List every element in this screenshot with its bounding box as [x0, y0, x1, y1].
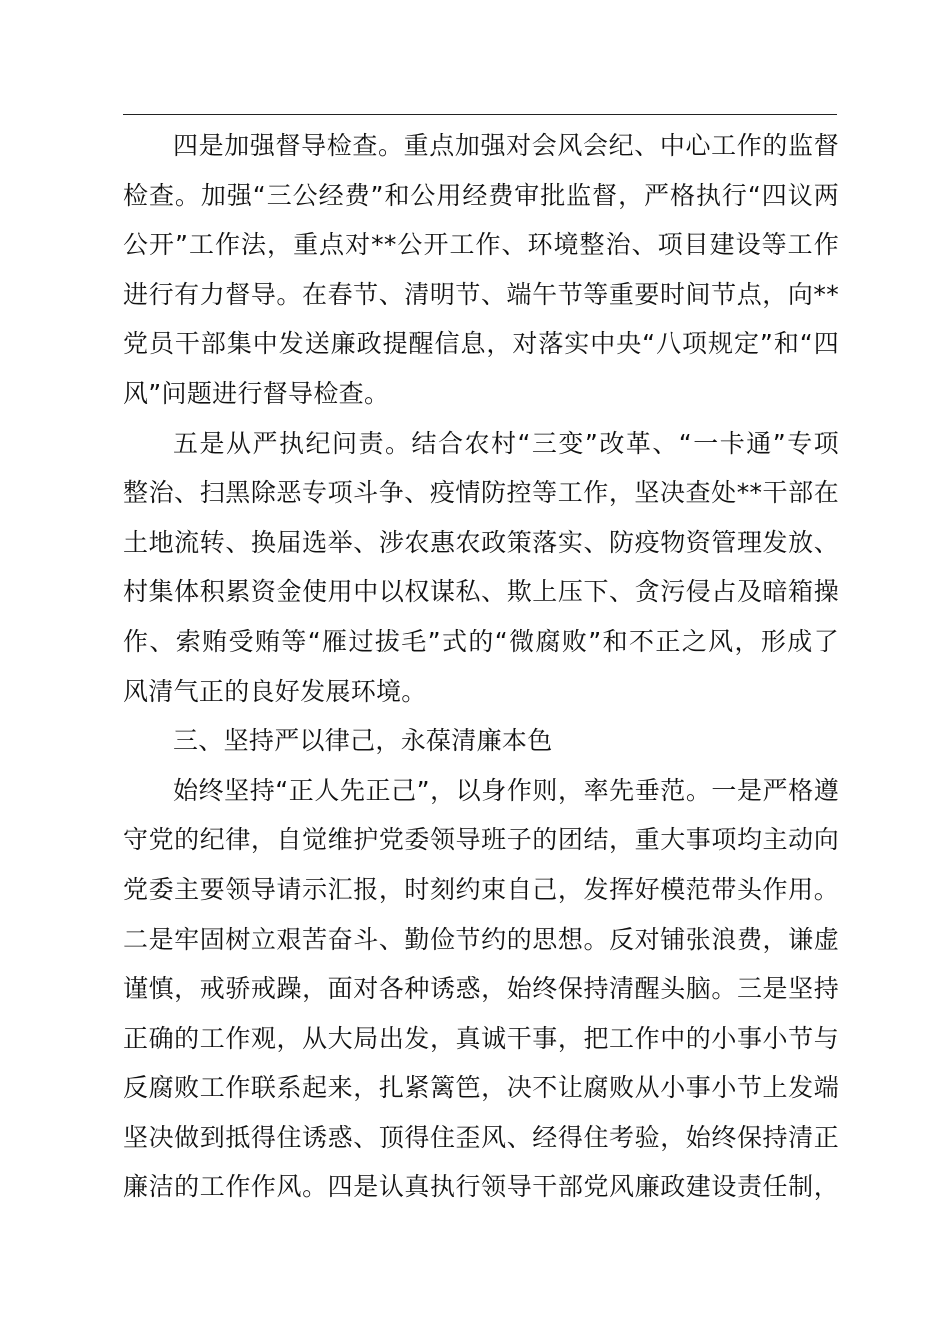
paragraph-line: 党委主要领导请示汇报，时刻约束自己，发挥好模范带头作用。: [123, 874, 839, 904]
paragraph-line: 风清气正的良好发展环境。: [123, 676, 427, 706]
paragraph-line: 土地流转、换届选举、涉农惠农政策落实、防疫物资管理发放、: [123, 527, 839, 557]
paragraph-line: 二是牢固树立艰苦奋斗、勤俭节约的思想。反对铺张浪费，谦虚: [123, 924, 839, 954]
document-body: [123, 121, 839, 1212]
paragraph-line: 四是加强督导检查。重点加强对会风会纪、中心工作的监督: [173, 131, 839, 160]
paragraph-line: 五是从严执纪问责。结合农村“三变”改革、“一卡通”专项: [173, 428, 839, 458]
paragraph-line: 进行有力督导。在春节、清明节、端午节等重要时间节点，向**: [123, 279, 839, 309]
paragraph-line: 村集体积累资金使用中以权谋私、欺上压下、贪污侵占及暗箱操: [123, 577, 839, 607]
paragraph-line: 公开”工作法，重点对**公开工作、环境整治、项目建设等工作: [123, 230, 839, 260]
header-rule: [123, 114, 837, 115]
paragraph-line: 党员干部集中发送廉政提醒信息，对落实中央“八项规定”和“四: [123, 329, 839, 359]
paragraph-line: 正确的工作观，从大局出发，真诚干事，把工作中的小事小节与: [123, 1023, 839, 1053]
paragraph-line: 检查。加强“三公经费”和公用经费审批监督，严格执行“四议两: [123, 180, 839, 210]
paragraph-line: 谨慎，戒骄戒躁，面对各种诱惑，始终保持清醒头脑。三是坚持: [123, 974, 839, 1004]
paragraph-line: 坚决做到抵得住诱惑、顶得住歪风、经得住考验，始终保持清正: [123, 1122, 839, 1152]
paragraph-line: 整治、扫黑除恶专项斗争、疫情防控等工作，坚决查处**干部在: [123, 478, 839, 508]
paragraph-line: 守党的纪律，自觉维护党委领导班子的团结，重大事项均主动向: [123, 825, 839, 855]
paragraph-discipline: [123, 419, 839, 717]
paragraph-line: 反腐败工作联系起来，扎紧篱笆，决不让腐败从小事小节上发端: [123, 1073, 839, 1103]
paragraph-self-discipline: [123, 766, 839, 1212]
paragraph-line: 始终坚持“正人先正己”，以身作则，率先垂范。一是严格遵: [173, 775, 839, 805]
paragraph-line: 作、索贿受贿等“雁过拔毛”式的“微腐败”和不正之风，形成了: [123, 626, 839, 656]
paragraph-line: 廉洁的工作作风。四是认真执行领导干部党风廉政建设责任制，: [123, 1172, 839, 1202]
paragraph-supervision: [123, 121, 839, 419]
section-heading: 三、坚持严以律己，永葆清廉本色: [173, 726, 553, 756]
paragraph-line: 风”问题进行督导检查。: [123, 378, 390, 408]
